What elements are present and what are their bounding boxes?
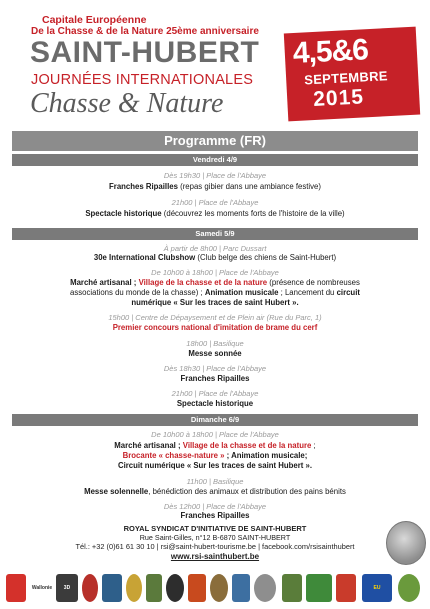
event-desc: (Club belge des chiens de Saint-Hubert)	[195, 253, 337, 262]
event-line: Circuit numérique « Sur les traces de saint Hubert ».	[117, 461, 313, 470]
footer	[0, 520, 430, 609]
event-text: ; Lancement du	[278, 288, 337, 297]
date-days: 4,5&6	[291, 33, 369, 71]
event-desc: (repas gibier dans une ambiance festive)	[177, 182, 321, 191]
journees-subtitle: JOURNÉES INTERNATIONALES	[31, 72, 254, 88]
sponsor-logo	[210, 574, 228, 602]
event-meta: 21h00 | Place de l'Abbaye	[171, 198, 259, 207]
day-bar-saturday: Samedi 5/9	[12, 228, 418, 240]
event-meta: 18h00 | Basilique	[186, 339, 244, 348]
date-badge	[284, 27, 420, 122]
sponsor-logo	[102, 574, 122, 602]
event-line	[12, 487, 418, 497]
event-text: Animation musicale	[204, 288, 279, 297]
event-line	[12, 253, 418, 263]
event-meta: De 10h00 à 18h00 | Place de l'Abbaye	[151, 430, 279, 439]
sponsor-logo-eu: EU	[362, 574, 392, 602]
sponsor-logos	[6, 570, 424, 608]
event-title: Spectacle historique	[176, 399, 254, 408]
event-desc: (découvrez les moments forts de l'histoire de la ville)	[161, 209, 345, 218]
event-highlight: Village de la chasse et de la nature	[182, 441, 312, 450]
event-title: Franches Ripailles	[109, 182, 178, 191]
sponsor-logo	[398, 574, 420, 602]
sponsor-logo	[254, 574, 276, 602]
sponsor-logo	[336, 574, 356, 602]
sponsor-logo	[166, 574, 184, 602]
event-line	[12, 451, 418, 461]
event-text: Marché artisanal ;	[70, 278, 139, 287]
event-text: associations du monde de la chasse) ;	[70, 288, 205, 297]
date-year: 2015	[312, 85, 365, 112]
event-title: Spectacle historique	[85, 209, 162, 218]
sponsor-logo	[146, 574, 162, 602]
sponsor-logo	[188, 574, 206, 602]
event-text: (présence de nombreuses	[267, 278, 360, 287]
programme-title: Programme (FR)	[12, 131, 418, 151]
event-meta: À partir de 8h00 | Parc Dussart	[163, 244, 267, 253]
event-meta: Dès 19h30 | Place de l'Abbaye	[163, 171, 267, 180]
event-line	[12, 209, 418, 219]
city-title: SAINT-HUBERT	[30, 36, 260, 69]
org-name: ROYAL SYNDICAT D'INITIATIVE DE SAINT-HUBERT	[123, 524, 307, 533]
sponsor-logo-wallonie: Wallonie	[30, 574, 54, 602]
sponsor-logo	[306, 574, 332, 602]
saint-hubert-emblem	[386, 521, 426, 565]
event-title: Premier concours national d'imitation de brame du cerf	[112, 323, 318, 332]
event-text: ;	[311, 441, 316, 450]
sponsor-logo	[232, 574, 250, 602]
sponsor-logo	[126, 574, 142, 602]
theme-title: Chasse & Nature	[30, 88, 224, 119]
event-title: 30e International Clubshow	[93, 253, 196, 262]
capital-line-1: Capitale Européenne	[42, 14, 147, 26]
event-meta: De 10h00 à 18h00 | Place de l'Abbaye	[151, 268, 279, 277]
anniversary-text: 25ème anniversaire	[166, 26, 259, 37]
org-address: Rue Saint-Gilles, n°12 B-6870 SAINT-HUBERT	[139, 533, 291, 542]
org-contact: Tél.: +32 (0)61 61 30 10 | rsi@saint-hubert-tourisme.be | facebook.com/rsisainthubert	[75, 542, 355, 551]
event-meta: 11h00 | Basilique	[186, 477, 244, 486]
event-line	[12, 441, 418, 451]
sponsor-logo	[6, 574, 26, 602]
event-title: Messe sonnée	[188, 349, 242, 358]
event-highlight: Village de la chasse et de la nature	[138, 278, 268, 287]
event-title: Franches Ripailles	[180, 511, 250, 520]
sponsor-logo-3d: 3D	[56, 574, 78, 602]
date-month: SEPTEMBRE	[303, 68, 389, 88]
day-bar-friday: Vendredi 4/9	[12, 154, 418, 166]
event-title: Franches Ripailles	[180, 374, 250, 383]
event-meta: Dès 12h00 | Place de l'Abbaye	[163, 502, 267, 511]
event-line: numérique « Sur les traces de saint Hubert ».	[131, 298, 299, 307]
event-desc: , bénédiction des animaux et distribution des pains bénits	[148, 487, 346, 496]
header-banner	[0, 0, 430, 128]
event-text: ; Animation musicale;	[226, 451, 308, 460]
capital-line-2-a: De la Chasse & de la Nature	[31, 26, 167, 37]
event-title: Messe solennelle	[84, 487, 149, 496]
event-meta: 15h00 | Centre de Dépaysement et de Plein air (Rue du Parc, 1)	[108, 313, 322, 322]
event-line	[12, 278, 418, 288]
website-link[interactable]: www.rsi-sainthubert.be	[170, 552, 260, 561]
event-line	[12, 182, 418, 192]
event-text: Marché artisanal ;	[114, 441, 183, 450]
sponsor-logo	[282, 574, 302, 602]
sponsor-logo	[82, 574, 98, 602]
day-bar-sunday: Dimanche 6/9	[12, 414, 418, 426]
event-highlight: Brocante « chasse-nature »	[122, 451, 227, 460]
event-line	[12, 288, 418, 298]
event-meta: Dès 18h30 | Place de l'Abbaye	[163, 364, 267, 373]
event-text: circuit	[336, 288, 360, 297]
event-meta: 21h00 | Place de l'Abbaye	[171, 389, 259, 398]
